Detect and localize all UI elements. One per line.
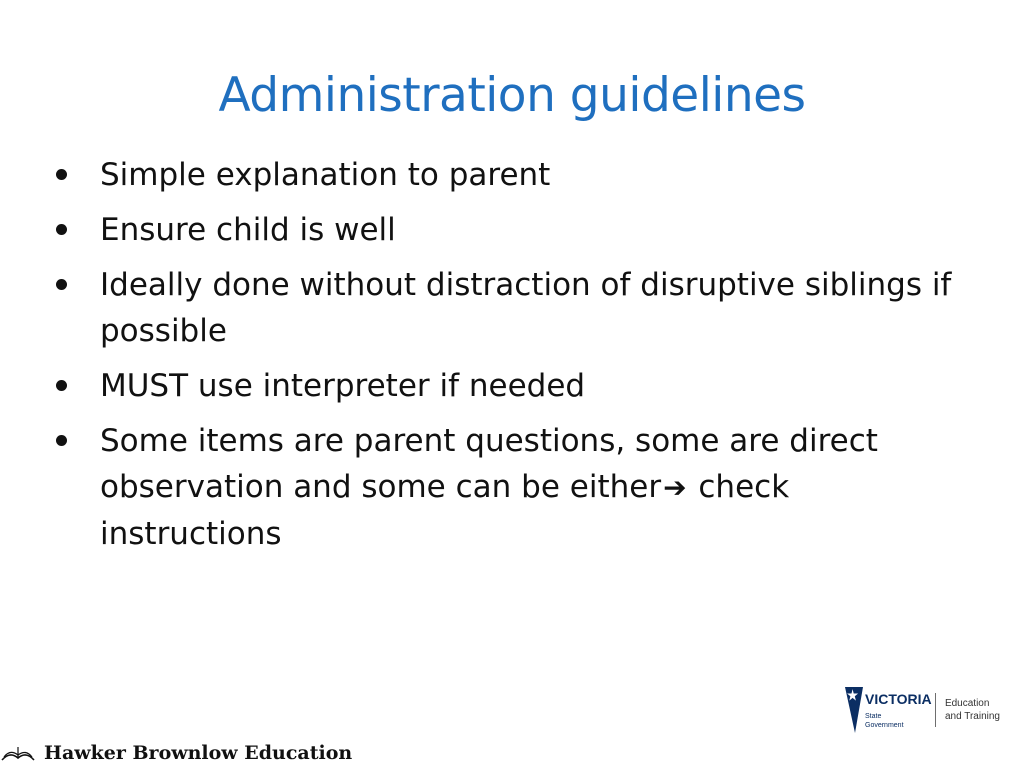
victoria-state-logo [845,687,932,733]
victoria-government-logo [845,680,1000,740]
bullet-item [54,262,974,354]
bullet-item [54,363,974,409]
bullet-text: Ideally done without distraction of disruptive siblings if possible [100,267,952,349]
open-book-icon [0,743,36,763]
bullet-text-before-arrow: Some items are parent questions, some are direct observation and some can be either [100,423,878,505]
bullet-text-after-arrow: check instructions [100,469,790,552]
bullet-text: Ensure child is well [100,212,396,248]
publisher-footer [0,738,352,768]
svg-text:State: State [864,713,882,720]
publisher-name: Hawker Brownlow Education [44,742,353,764]
bullet-text: Simple explanation to parent [100,157,551,193]
bullet-dot-icon [56,169,67,180]
bullet-dot-icon [56,380,67,391]
bullet-dot-icon [56,224,67,235]
logo-divider [935,693,936,727]
bullet-item [54,207,974,253]
department-name: Education and Training [944,698,1000,722]
svg-text:Government: Government [864,722,904,729]
bullet-dot-icon [56,279,67,290]
bullet-text: MUST use interpreter if needed [100,368,586,404]
slide-title: Administration guidelines [218,68,806,123]
bullet-item [54,418,974,557]
bullet-dot-icon [56,435,67,446]
bullet-list [54,152,974,566]
bullet-item [54,152,974,198]
svg-text:VICTORIA: VICTORIA [864,691,932,707]
right-arrow-icon: ➔ [663,471,687,504]
